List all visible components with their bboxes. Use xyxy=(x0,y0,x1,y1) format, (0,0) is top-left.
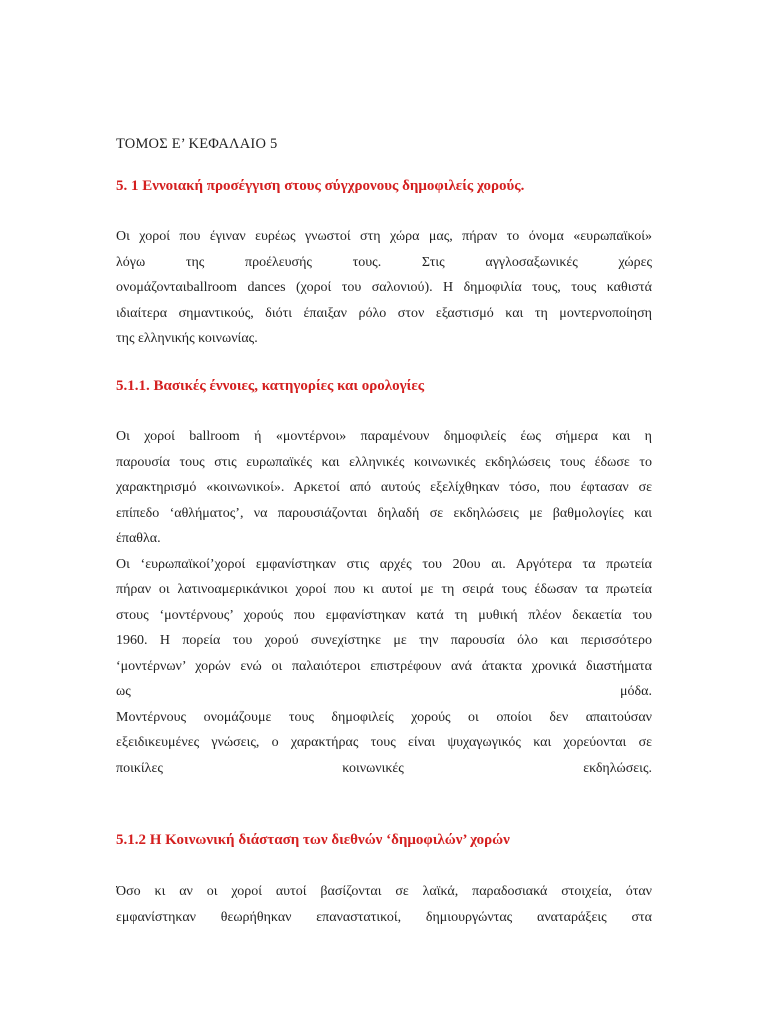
paragraph-line: ‘μοντέρνων’ χορών ενώ οι παλαιότεροι επιστρέφουν ανά άτακτα χρονικά διαστήματα xyxy=(116,659,652,674)
paragraph-line: Μοντέρνους ονομάζουμε τους δημοφιλείς χορούς οι οποίοι δεν απαιτούσαν xyxy=(116,710,652,725)
paragraph-line: παρουσία τους στις ευρωπαϊκές και ελληνικές κοινωνικές εκδηλώσεις τους έδωσε το xyxy=(116,455,652,470)
paragraph-line: λόγω της προέλευσής τους. Στις αγγλοσαξωνικές χώρες xyxy=(116,255,652,270)
section-heading-5-1-2: 5.1.2 Η Κοινωνική διάσταση των διεθνών ‘δημοφιλών’ χορών xyxy=(116,832,510,848)
paragraph-line: έπαθλα. xyxy=(116,531,161,546)
paragraph-line: 1960. Η πορεία του χορού συνεχίστηκε με την παρουσία όλο και περισσότερο xyxy=(116,633,652,648)
paragraph-line: ονομάζονταιballroom dances (χοροί του σαλονιού). Η δημοφιλία τους, τους καθιστά xyxy=(116,280,652,295)
paragraph-line: στους ‘μοντέρνους’ χορούς που εμφανίστηκαν κατά τη μυθική πλέον δεκαετία του xyxy=(116,608,652,623)
paragraph-line: εξειδικευμένες γνώσεις, ο χαρακτήρας τους είναι ψυχαγωγικός και χορεύονται σε xyxy=(116,735,652,750)
section-heading-5-1-1: 5.1.1. Βασικές έννοιες, κατηγορίες και ορολογίες xyxy=(116,378,425,394)
paragraph-line: επίπεδο ‘αθλήματος’, να παρουσιάζονται δηλαδή σε εκδηλώσεις με βαθμολογίες και xyxy=(116,506,652,521)
section-heading-5-1: 5. 1 Εννοιακή προσέγγιση στους σύγχρονους δημοφιλείς χορούς. xyxy=(116,178,525,194)
paragraph-line: ως μόδα. xyxy=(116,684,652,699)
paragraph-line: της ελληνικής κοινωνίας. xyxy=(116,331,258,346)
paragraph-line: ποικίλες κοινωνικές εκδηλώσεις. xyxy=(116,761,652,776)
paragraph-line: Οι ‘ευρωπαϊκοί’χοροί εμφανίστηκαν στις αρχές του 20ου αι. Αργότερα τα πρωτεία xyxy=(116,557,652,572)
paragraph-line: χαρακτηρισμό «κοινωνικοί». Αρκετοί από αυτούς εξελίχθηκαν τόσο, που έφτασαν σε xyxy=(116,480,652,495)
paragraph-line: Όσο κι αν οι χοροί αυτοί βασίζονται σε λαϊκά, παραδοσιακά στοιχεία, όταν xyxy=(116,884,652,899)
paragraph-line: πήραν οι λατινοαμερικάνικοι χοροί που κι αυτοί με τη σειρά τους έδωσαν τα πρωτεία xyxy=(116,582,652,597)
paragraph-line: ιδιαίτερα σημαντικούς, διότι έπαιξαν ρόλο στον εξαστισμό και τη μοντερνοποίηση xyxy=(116,306,652,321)
document-title: ΤΟΜΟΣ Ε’ ΚΕΦΑΛΑΙΟ 5 xyxy=(116,136,278,152)
paragraph-line: Οι χοροί ballroom ή «μοντέρνοι» παραμένουν δημοφιλείς έως σήμερα και η xyxy=(116,429,652,444)
paragraph-line: εμφανίστηκαν θεωρήθηκαν επαναστατικοί, δημιουργώντας αναταράξεις στα xyxy=(116,910,652,925)
paragraph-line: Οι χοροί που έγιναν ευρέως γνωστοί στη χώρα μας, πήραν το όνομα «ευρωπαϊκοί» xyxy=(116,229,652,244)
